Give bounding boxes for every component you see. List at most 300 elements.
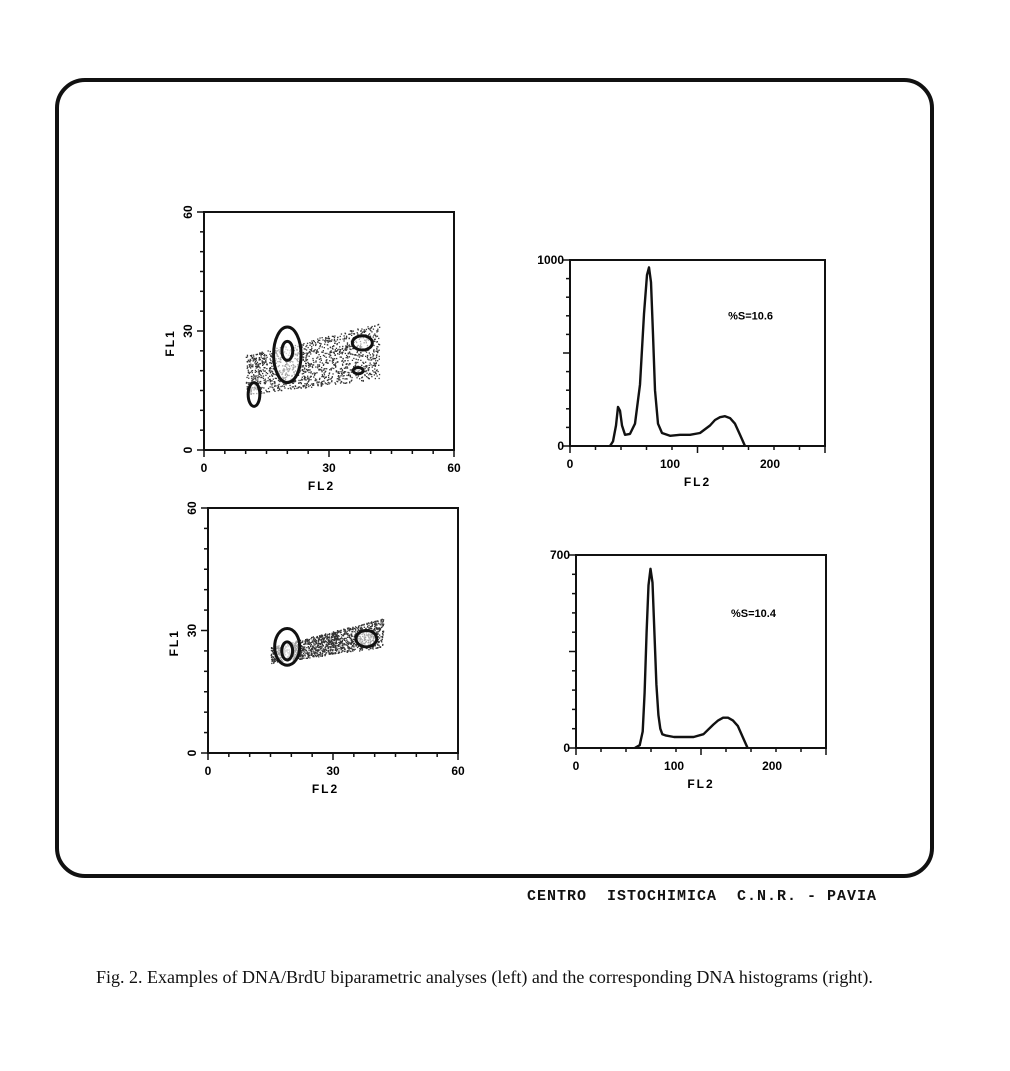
density-dot: [374, 374, 375, 375]
density-dot: [368, 369, 369, 370]
density-dot: [308, 347, 309, 348]
density-dot: [344, 643, 345, 644]
density-dot: [328, 341, 329, 342]
density-dot: [341, 352, 342, 353]
density-dot: [316, 382, 317, 383]
density-dot: [325, 649, 326, 650]
density-dot: [253, 356, 254, 357]
density-dot: [265, 390, 266, 391]
density-dot: [341, 333, 342, 334]
density-dot: [348, 635, 349, 636]
density-dot: [322, 636, 323, 637]
density-dot: [322, 655, 323, 656]
density-dot: [310, 646, 311, 647]
density-dot: [367, 627, 368, 628]
density-dot: [357, 332, 358, 333]
density-dot: [371, 331, 372, 332]
density-dot: [370, 330, 371, 331]
density-dot: [311, 651, 312, 652]
density-dot: [355, 649, 356, 650]
density-dot: [345, 360, 346, 361]
density-dot: [375, 336, 376, 337]
density-dot: [267, 391, 268, 392]
density-dot: [263, 358, 264, 359]
density-dot: [322, 362, 323, 363]
density-dot: [374, 339, 375, 340]
density-dot: [345, 629, 346, 630]
density-dot: [269, 370, 270, 371]
density-dot: [321, 360, 322, 361]
density-dot: [341, 637, 342, 638]
density-dot: [256, 360, 257, 361]
density-dot: [309, 345, 310, 346]
density-dot: [320, 356, 321, 357]
density-dot: [311, 340, 312, 341]
density-dot: [337, 339, 338, 340]
density-dot: [370, 626, 371, 627]
density-dot: [338, 378, 339, 379]
density-dot: [271, 659, 272, 660]
density-dot: [332, 358, 333, 359]
density-dot: [309, 657, 310, 658]
density-dot: [327, 634, 328, 635]
density-dot: [307, 639, 308, 640]
density-dot: [344, 335, 345, 336]
density-dot: [311, 648, 312, 649]
density-dot: [308, 363, 309, 364]
density-dot: [312, 637, 313, 638]
density-dot: [327, 362, 328, 363]
density-dot: [323, 639, 324, 640]
density-dot: [376, 346, 377, 347]
density-dot: [332, 635, 333, 636]
density-dot: [335, 341, 336, 342]
density-dot: [335, 653, 336, 654]
density-dot: [308, 380, 309, 381]
density-dot: [330, 650, 331, 651]
density-dot: [324, 635, 325, 636]
density-dot: [298, 380, 299, 381]
density-dot: [332, 650, 333, 651]
density-dot: [254, 376, 255, 377]
density-dot: [359, 354, 360, 355]
density-dot: [256, 375, 257, 376]
density-dot: [329, 356, 330, 357]
density-dot: [373, 351, 374, 352]
density-dot: [335, 649, 336, 650]
density-dot: [329, 369, 330, 370]
density-dot: [342, 369, 343, 370]
density-dot: [334, 353, 335, 354]
density-dot: [305, 639, 306, 640]
density-dot: [342, 641, 343, 642]
density-dot: [331, 642, 332, 643]
density-dot: [343, 382, 344, 383]
density-dot: [355, 630, 356, 631]
density-dot: [279, 388, 280, 389]
density-dot: [375, 621, 376, 622]
density-dot: [368, 378, 369, 379]
density-dot: [345, 353, 346, 354]
density-dot: [329, 646, 330, 647]
density-dot: [348, 649, 349, 650]
density-dot: [341, 649, 342, 650]
density-dot: [264, 357, 265, 358]
density-dot: [348, 364, 349, 365]
density-dot: [268, 350, 269, 351]
density-dot: [373, 335, 374, 336]
density-dot: [334, 340, 335, 341]
density-dot: [375, 373, 376, 374]
density-dot: [253, 374, 254, 375]
density-dot: [379, 344, 380, 345]
density-dot: [342, 645, 343, 646]
density-dot: [379, 630, 380, 631]
density-dot: [250, 360, 251, 361]
density-dot: [318, 641, 319, 642]
density-dot: [323, 355, 324, 356]
density-dot: [289, 385, 290, 386]
density-dot: [347, 360, 348, 361]
x-axis-label: FL2: [307, 479, 336, 493]
density-dot: [313, 644, 314, 645]
density-dot: [308, 369, 309, 370]
density-dot: [298, 382, 299, 383]
density-dot: [337, 381, 338, 382]
density-dot: [379, 635, 380, 636]
density-dot: [344, 372, 345, 373]
density-dot: [325, 338, 326, 339]
density-dot: [361, 333, 362, 334]
density-dot: [313, 385, 314, 386]
density-dot: [272, 383, 273, 384]
density-dot: [251, 355, 252, 356]
density-dot: [342, 353, 343, 354]
density-dot: [336, 358, 337, 359]
density-dot: [310, 353, 311, 354]
density-dot: [330, 653, 331, 654]
density-dot: [307, 359, 308, 360]
density-dot: [258, 366, 259, 367]
density-dot: [341, 642, 342, 643]
density-dot: [271, 380, 272, 381]
contour-line: [282, 341, 293, 360]
density-dot: [318, 643, 319, 644]
density-dot: [364, 329, 365, 330]
density-dot: [327, 344, 328, 345]
density-dot: [328, 336, 329, 337]
density-dot: [308, 381, 309, 382]
density-dot: [377, 330, 378, 331]
density-dot: [312, 364, 313, 365]
density-dot: [316, 647, 317, 648]
density-dot: [303, 359, 304, 360]
density-dot: [383, 625, 384, 626]
density-dot: [306, 353, 307, 354]
density-dot: [298, 387, 299, 388]
density-dot: [258, 363, 259, 364]
x-tick-label: 60: [451, 764, 465, 778]
density-dot: [382, 633, 383, 634]
density-dot: [317, 384, 318, 385]
x-axis-label: FL2: [687, 777, 715, 791]
density-dot: [315, 640, 316, 641]
density-dot: [321, 371, 322, 372]
density-dot: [361, 380, 362, 381]
density-dot: [379, 350, 380, 351]
density-dot: [285, 384, 286, 385]
density-dot: [331, 352, 332, 353]
density-dot: [274, 661, 275, 662]
x-tick-label: 0: [572, 759, 580, 773]
density-dot: [321, 384, 322, 385]
density-dot: [376, 355, 377, 356]
density-dot: [379, 374, 380, 375]
density-dot: [306, 355, 307, 356]
y-tick-label: 30: [181, 324, 195, 338]
density-dot: [339, 652, 340, 653]
y-tick-label: 1000: [537, 253, 564, 267]
density-dot: [329, 639, 330, 640]
density-dot: [339, 376, 340, 377]
density-dot: [252, 372, 253, 373]
density-dot: [269, 376, 270, 377]
density-dot: [318, 382, 319, 383]
density-dot: [277, 388, 278, 389]
density-dot: [370, 628, 371, 629]
density-dot: [367, 357, 368, 358]
density-dot: [337, 353, 338, 354]
density-dot: [360, 360, 361, 361]
density-dot: [361, 627, 362, 628]
density-dot: [372, 367, 373, 368]
density-dot: [270, 386, 271, 387]
density-dot: [337, 362, 338, 363]
y-tick-label: 700: [549, 548, 570, 562]
density-dot: [266, 358, 267, 359]
density-dot: [311, 637, 312, 638]
density-dot: [331, 637, 332, 638]
density-dot: [307, 653, 308, 654]
density-dot: [321, 367, 322, 368]
density-dot: [379, 378, 380, 379]
density-dot: [322, 352, 323, 353]
density-dot: [254, 359, 255, 360]
density-dot: [350, 648, 351, 649]
density-dot: [374, 628, 375, 629]
density-dot: [313, 376, 314, 377]
density-dot: [310, 349, 311, 350]
density-dot: [302, 369, 303, 370]
density-dot: [320, 362, 321, 363]
density-dot: [304, 368, 305, 369]
density-dot: [333, 646, 334, 647]
figure-caption: Fig. 2. Examples of DNA/BrdU biparametric analyses (left) and the corresponding DNA histograms (right).: [96, 967, 873, 987]
density-dot: [252, 364, 253, 365]
density-dot: [349, 635, 350, 636]
density-dot: [379, 628, 380, 629]
density-dot: [266, 357, 267, 358]
y-tick-label: 30: [185, 623, 199, 638]
density-dot: [379, 356, 380, 357]
density-dot: [327, 340, 328, 341]
y-tick-label: 0: [563, 741, 570, 755]
density-dot: [373, 336, 374, 337]
density-dot: [325, 340, 326, 341]
density-dot: [271, 655, 272, 656]
density-dot: [301, 652, 302, 653]
density-dot: [331, 653, 332, 654]
density-dot: [322, 374, 323, 375]
density-dot: [346, 633, 347, 634]
density-dot: [340, 368, 341, 369]
density-dot: [363, 363, 364, 364]
density-dot: [370, 363, 371, 364]
density-dot: [367, 326, 368, 327]
density-dot: [251, 371, 252, 372]
density-dot: [355, 644, 356, 645]
density-dot: [348, 374, 349, 375]
density-dot: [370, 373, 371, 374]
density-dot: [352, 330, 353, 331]
density-dot: [318, 655, 319, 656]
density-dot: [271, 374, 272, 375]
density-dot: [311, 371, 312, 372]
density-dot: [307, 383, 308, 384]
density-dot: [260, 355, 261, 356]
density-dot: [318, 637, 319, 638]
density-dot: [270, 358, 271, 359]
density-dot: [264, 367, 265, 368]
density-dot: [364, 627, 365, 628]
density-dot: [317, 646, 318, 647]
density-dot: [319, 359, 320, 360]
density-dot: [293, 383, 294, 384]
density-dot: [327, 384, 328, 385]
density-dot: [326, 353, 327, 354]
density-dot: [299, 658, 300, 659]
density-dot: [311, 364, 312, 365]
density-dot: [365, 628, 366, 629]
density-dot: [323, 380, 324, 381]
density-dot: [347, 646, 348, 647]
density-dot: [359, 378, 360, 379]
density-dot: [305, 346, 306, 347]
density-dot: [320, 655, 321, 656]
x-axis-label: FL2: [311, 782, 340, 796]
density-dot: [318, 640, 319, 641]
density-dot: [294, 388, 295, 389]
density-dot: [368, 622, 369, 623]
density-dot: [336, 640, 337, 641]
density-dot: [333, 642, 334, 643]
density-dot: [338, 376, 339, 377]
density-dot: [359, 356, 360, 357]
density-dot: [303, 345, 304, 346]
density-dot: [347, 633, 348, 634]
density-dot: [248, 378, 249, 379]
density-dot: [326, 383, 327, 384]
density-dot: [358, 329, 359, 330]
density-dot: [364, 374, 365, 375]
density-dot: [341, 634, 342, 635]
density-dot: [350, 651, 351, 652]
density-dot: [370, 357, 371, 358]
density-dot: [336, 642, 337, 643]
density-dot: [274, 390, 275, 391]
density-dot: [258, 371, 259, 372]
density-dot: [334, 633, 335, 634]
density-dot: [315, 642, 316, 643]
density-dot: [346, 357, 347, 358]
density-dot: [364, 331, 365, 332]
density-dot: [334, 343, 335, 344]
density-dot: [303, 354, 304, 355]
density-dot: [291, 388, 292, 389]
density-dot: [274, 386, 275, 387]
density-dot: [324, 347, 325, 348]
density-dot: [259, 381, 260, 382]
density-dot: [304, 361, 305, 362]
density-dot: [367, 358, 368, 359]
y-tick-label: 60: [185, 501, 199, 515]
density-dot: [253, 377, 254, 378]
density-dot: [377, 352, 378, 353]
density-dot: [253, 360, 254, 361]
density-dot: [377, 647, 378, 648]
density-dot: [329, 653, 330, 654]
density-dot: [317, 364, 318, 365]
density-dot: [353, 643, 354, 644]
density-dot: [341, 647, 342, 648]
density-dot: [311, 654, 312, 655]
density-dot: [296, 388, 297, 389]
density-dot: [347, 643, 348, 644]
density-dot: [334, 339, 335, 340]
density-dot: [252, 366, 253, 367]
density-dot: [341, 381, 342, 382]
density-dot: [333, 368, 334, 369]
density-dot: [368, 625, 369, 626]
density-dot: [262, 363, 263, 364]
density-dot: [353, 333, 354, 334]
density-dot: [382, 619, 383, 620]
density-dot: [359, 625, 360, 626]
density-dot: [346, 378, 347, 379]
density-dot: [307, 376, 308, 377]
density-dot: [349, 356, 350, 357]
density-dot: [260, 383, 261, 384]
density-dot: [274, 383, 275, 384]
density-dot: [373, 648, 374, 649]
density-dot: [323, 370, 324, 371]
density-dot: [254, 362, 255, 363]
density-dot: [353, 639, 354, 640]
density-dot: [365, 366, 366, 367]
density-dot: [359, 650, 360, 651]
hist-top-chart: [537, 253, 825, 489]
density-dot: [249, 364, 250, 365]
density-dot: [257, 381, 258, 382]
y-axis-label: FL1: [163, 329, 177, 357]
density-dot: [337, 378, 338, 379]
density-dot: [263, 364, 264, 365]
density-dot: [326, 644, 327, 645]
density-dot: [307, 354, 308, 355]
density-dot: [328, 375, 329, 376]
density-dot: [246, 383, 247, 384]
density-dot: [315, 361, 316, 362]
